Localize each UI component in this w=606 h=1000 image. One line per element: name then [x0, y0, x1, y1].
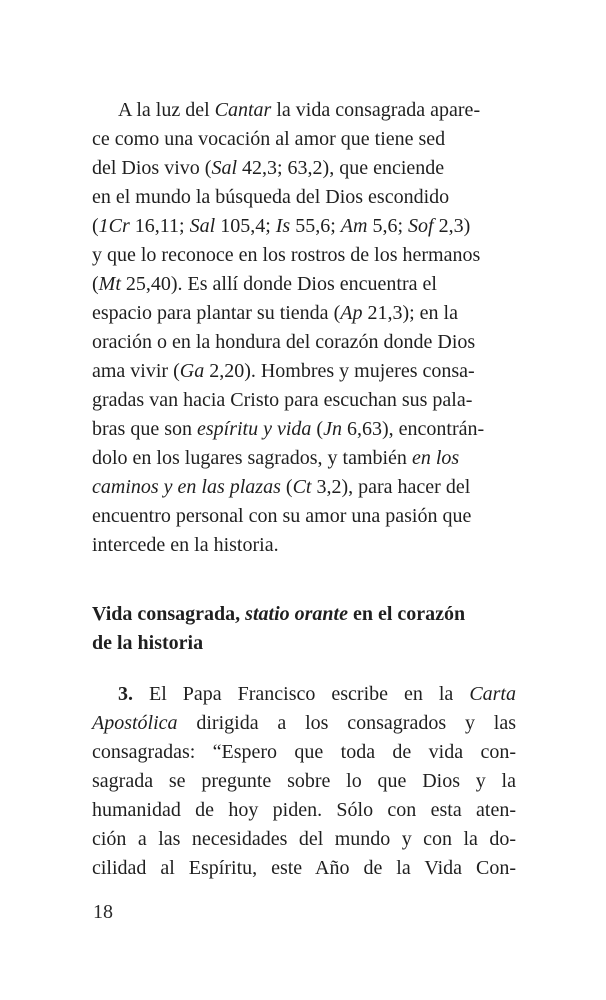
text-segment: la vida consagrada apare- — [271, 99, 481, 121]
text-segment: Sal — [189, 215, 216, 237]
text-segment: Cantar — [214, 99, 272, 121]
text-segment: El Papa Francisco escribe en la — [133, 683, 470, 705]
text-segment: ( — [311, 418, 324, 440]
text-segment: ama vivir ( — [92, 360, 180, 382]
text-segment: y que lo reconoce en los rostros de los hermanos — [92, 244, 481, 266]
text-segment: oración o en la hondura del corazón donde Dios — [92, 331, 476, 353]
text-segment: en los — [411, 447, 460, 469]
text-segment: 1Cr — [98, 215, 130, 237]
text-segment: en el corazón — [347, 603, 466, 625]
text-segment: Vida consagrada, — [92, 603, 246, 625]
text-segment: intercede en la historia. — [92, 534, 279, 556]
text-segment: Ap — [340, 302, 363, 324]
text-column — [92, 96, 516, 883]
text-segment: dirigida a los consagrados y las — [177, 712, 516, 734]
text-segment: 55,6; — [290, 215, 341, 237]
text-segment: 16,11; — [129, 215, 190, 237]
text-segment: statio orante — [245, 603, 348, 625]
text-segment: ( — [92, 273, 99, 295]
text-segment: Mt — [98, 273, 121, 295]
text-segment: Sal — [211, 157, 237, 179]
text-segment: 2,20). Hombres y mujeres consa- — [204, 360, 475, 382]
text-segment: ce como una vocación al amor que tiene sed — [92, 128, 446, 150]
text-segment: gradas van hacia Cristo para escuchan sus pala- — [92, 389, 473, 411]
text-segment: espacio para plantar su tienda ( — [92, 302, 341, 324]
text-segment: Sof — [408, 215, 434, 237]
text-segment: Jn — [323, 418, 342, 440]
text-segment: 2,3) — [433, 215, 471, 237]
text-segment: ( — [92, 215, 99, 237]
text-segment: ( — [280, 476, 293, 498]
text-segment: humanidad de hoy piden. Sólo con esta aten- — [92, 799, 516, 821]
text-segment: en el mundo la búsqueda del Dios escondido — [92, 186, 450, 208]
text-segment: 42,3; 63,2), que enciende — [237, 157, 445, 179]
text-segment: 3. — [118, 683, 133, 705]
text-segment: espíritu y vida — [196, 418, 312, 440]
text-segment: encuentro personal con su amor una pasión que — [92, 505, 472, 527]
text-segment: 5,6; — [367, 215, 408, 237]
text-segment: consagradas: “Espero que toda de vida con- — [92, 741, 516, 763]
text-segment: ción a las necesidades del mundo y con la do- — [92, 828, 516, 850]
text-segment: 3,2), para hacer del — [311, 476, 471, 498]
text-segment: Ct — [292, 476, 312, 498]
text-segment: caminos y en las plazas — [92, 476, 281, 498]
page-number: 18 — [93, 901, 113, 923]
text-segment: Is — [275, 215, 291, 237]
text-segment: Am — [340, 215, 368, 237]
section-heading — [92, 600, 516, 658]
text-segment: Ga — [179, 360, 205, 382]
paragraph-3 — [92, 680, 516, 883]
text-segment: Carta — [469, 683, 516, 705]
text-segment: Apostólica — [92, 712, 178, 734]
text-segment: 25,40). Es allí donde Dios encuentra el — [120, 273, 437, 295]
text-segment: A la luz del — [118, 99, 215, 121]
text-segment: 105,4; — [215, 215, 276, 237]
text-segment: bras que son — [92, 418, 197, 440]
text-segment: del Dios vivo ( — [92, 157, 212, 179]
text-segment: 21,3); en la — [362, 302, 458, 324]
text-segment: dolo en los lugares sagrados, y también — [92, 447, 412, 469]
text-segment: sagrada se pregunte sobre lo que Dios y la — [92, 770, 516, 792]
text-segment: cilidad al Espíritu, este Año de la Vida Con- — [92, 857, 516, 879]
text-segment: 6,63), encontrán- — [341, 418, 485, 440]
paragraph-intro — [92, 96, 516, 560]
text-segment: de la historia — [92, 632, 204, 654]
